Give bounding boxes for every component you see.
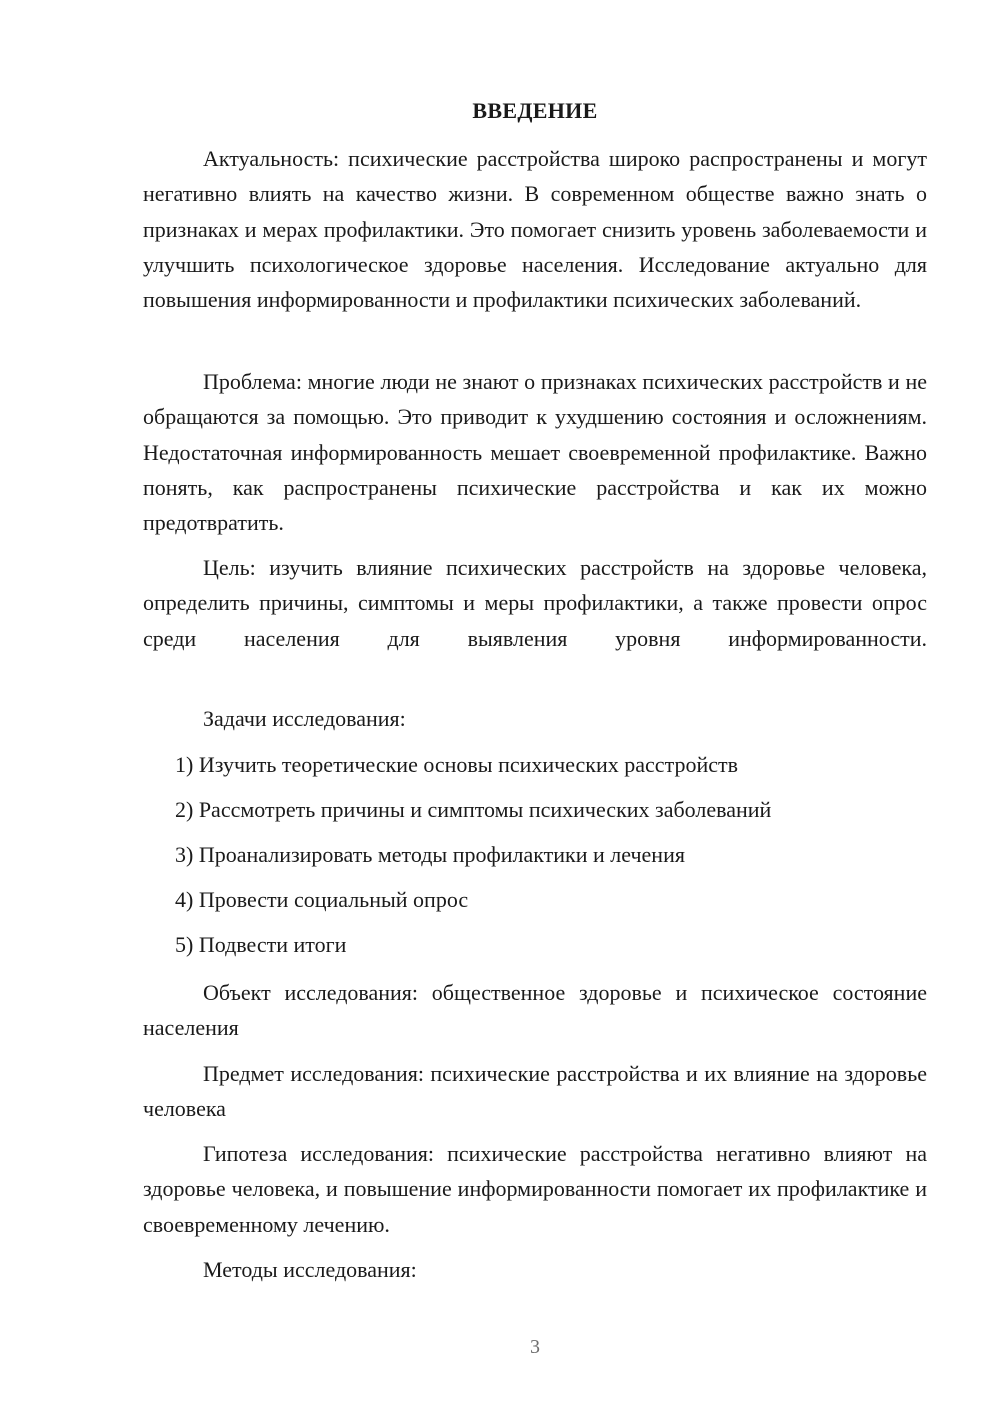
paragraph-goal: Цель: изучить влияние психических расстройств на здоровье человека, определить причины, симптомы и меры профилактики, а также провести опрос среди населения для выявления уровня информированности. <box>143 555 927 651</box>
task-item-3: 3) Проанализировать методы профилактики и лечения <box>175 842 685 867</box>
paragraph-hypothesis: Гипотеза исследования: психические расстройства негативно влияют на здоровье человека, и повышение информированности помогает их профилактике и своевременному лечению. <box>143 1141 927 1237</box>
methods-heading: Методы исследования: <box>203 1257 417 1282</box>
paragraph-object: Объект исследования: общественное здоровье и психическое состояние населения <box>143 980 927 1041</box>
task-item-1: 1) Изучить теоретические основы психических расстройств <box>175 752 738 777</box>
task-item-4: 4) Провести социальный опрос <box>175 887 469 912</box>
tasks-heading: Задачи исследования: <box>203 706 406 731</box>
document-page <box>143 0 927 1414</box>
section-title: ВВЕДЕНИЕ <box>472 98 598 123</box>
paragraph-problem: Проблема: многие люди не знают о признаках психических расстройств и не обращаются за помощью. Это приводит к ухудшению состояния и осложнениям. Недостаточная информированность мешает своевременной профилактике. Важно понять, как распространены психические расстройства и как их можно предотвратить. <box>143 369 927 536</box>
task-item-2: 2) Рассмотреть причины и симптомы психических заболеваний <box>175 797 772 822</box>
page-number: 3 <box>530 1336 540 1358</box>
paragraph-relevance: Актуальность: психические расстройства широко распространены и могут негативно влиять на качество жизни. В современном обществе важно знать о признаках и мерах профилактики. Это помогает снизить уровень заболеваемости и улучшить психологическое здоровье населения. Исследование актуально для повышения информированности и профилактики психических заболеваний. <box>143 146 927 313</box>
paragraph-subject: Предмет исследования: психические расстройства и их влияние на здоровье человека <box>143 1061 927 1122</box>
task-item-5: 5) Подвести итоги <box>175 932 347 957</box>
